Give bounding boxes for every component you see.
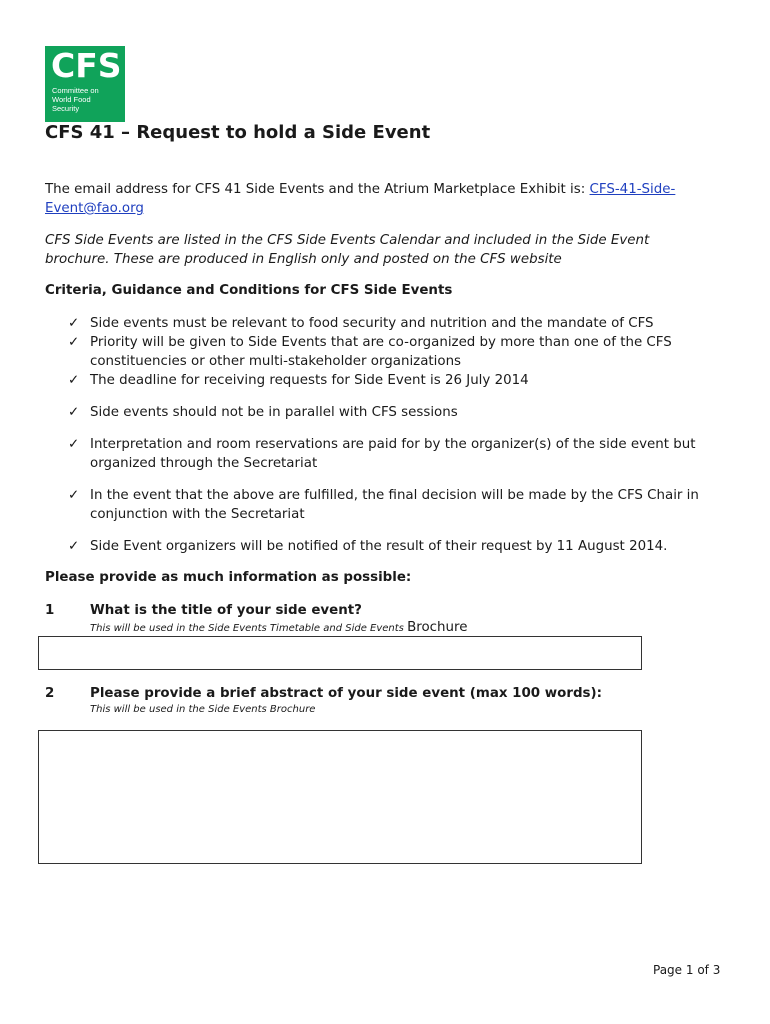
criteria-item: [68, 333, 708, 371]
criteria-item: [68, 435, 728, 473]
check-icon: ✓: [68, 437, 80, 452]
check-icon: ✓: [68, 405, 80, 420]
abstract-input-box[interactable]: [38, 730, 642, 864]
criteria-item: [68, 314, 738, 333]
info-heading: Please provide as much information as possible:: [45, 570, 412, 585]
logo-line: World Food: [52, 95, 91, 104]
criteria-heading: Criteria, Guidance and Conditions for CFS Side Events: [45, 283, 453, 298]
criteria-text: In the event that the above are fulfilled, the final decision will be made by the CFS Chair in conjunction with the Secretariat: [90, 488, 699, 522]
criteria-item: [68, 537, 738, 556]
check-icon: ✓: [68, 539, 80, 554]
logo-abbr: CFS: [51, 46, 122, 85]
logo-line: Committee on: [52, 86, 99, 95]
check-icon: ✓: [68, 335, 80, 350]
check-icon: ✓: [68, 488, 80, 503]
hint-suffix: Brochure: [407, 620, 468, 635]
check-icon: ✓: [68, 373, 80, 388]
email-link[interactable]: CFS-41-Side-Event@fao.org: [45, 182, 676, 216]
criteria-text: Side events should not be in parallel with CFS sessions: [90, 405, 458, 420]
page-title: CFS 41 – Request to hold a Side Event: [45, 122, 431, 143]
cfs-logo: [45, 46, 125, 122]
email-prefix: The email address for CFS 41 Side Events and the Atrium Marketplace Exhibit is:: [45, 182, 590, 197]
question-text: What is the title of your side event?: [90, 603, 362, 618]
title-input-box[interactable]: [38, 636, 642, 670]
criteria-text: The deadline for receiving requests for Side Event is 26 July 2014: [90, 373, 529, 388]
criteria-text: Priority will be given to Side Events that are co-organized by more than one of the CFS constituencies or other multi-stakeholder organizations: [90, 335, 672, 369]
email-paragraph: [45, 180, 725, 218]
question-hint: [90, 620, 467, 635]
criteria-text: Side events must be relevant to food security and nutrition and the mandate of CFS: [90, 316, 654, 331]
logo-line: Security: [52, 104, 80, 113]
calendar-note: CFS Side Events are listed in the CFS Side Events Calendar and included in the Side Event brochure. These are produced in English only and posted on the CFS website: [45, 233, 650, 267]
criteria-text: Side Event organizers will be notified of the result of their request by 11 August 2014.: [90, 539, 668, 554]
criteria-item: [68, 403, 738, 422]
hint-text: This will be used in the Side Events Timetable and Side Events: [90, 623, 404, 634]
page-footer: Page 1 of 3: [653, 963, 721, 977]
question-number: 1: [45, 603, 55, 618]
question-text: Please provide a brief abstract of your side event (max 100 words):: [90, 686, 602, 701]
criteria-item: [68, 371, 738, 390]
question-number: 2: [45, 686, 55, 701]
question-hint: This will be used in the Side Events Brochure: [90, 704, 316, 715]
criteria-text: Interpretation and room reservations are paid for by the organizer(s) of the side event but organized through the Secretariat: [90, 437, 696, 471]
check-icon: ✓: [68, 316, 80, 331]
criteria-item: [68, 486, 728, 524]
logo-subtitle: [52, 86, 99, 113]
